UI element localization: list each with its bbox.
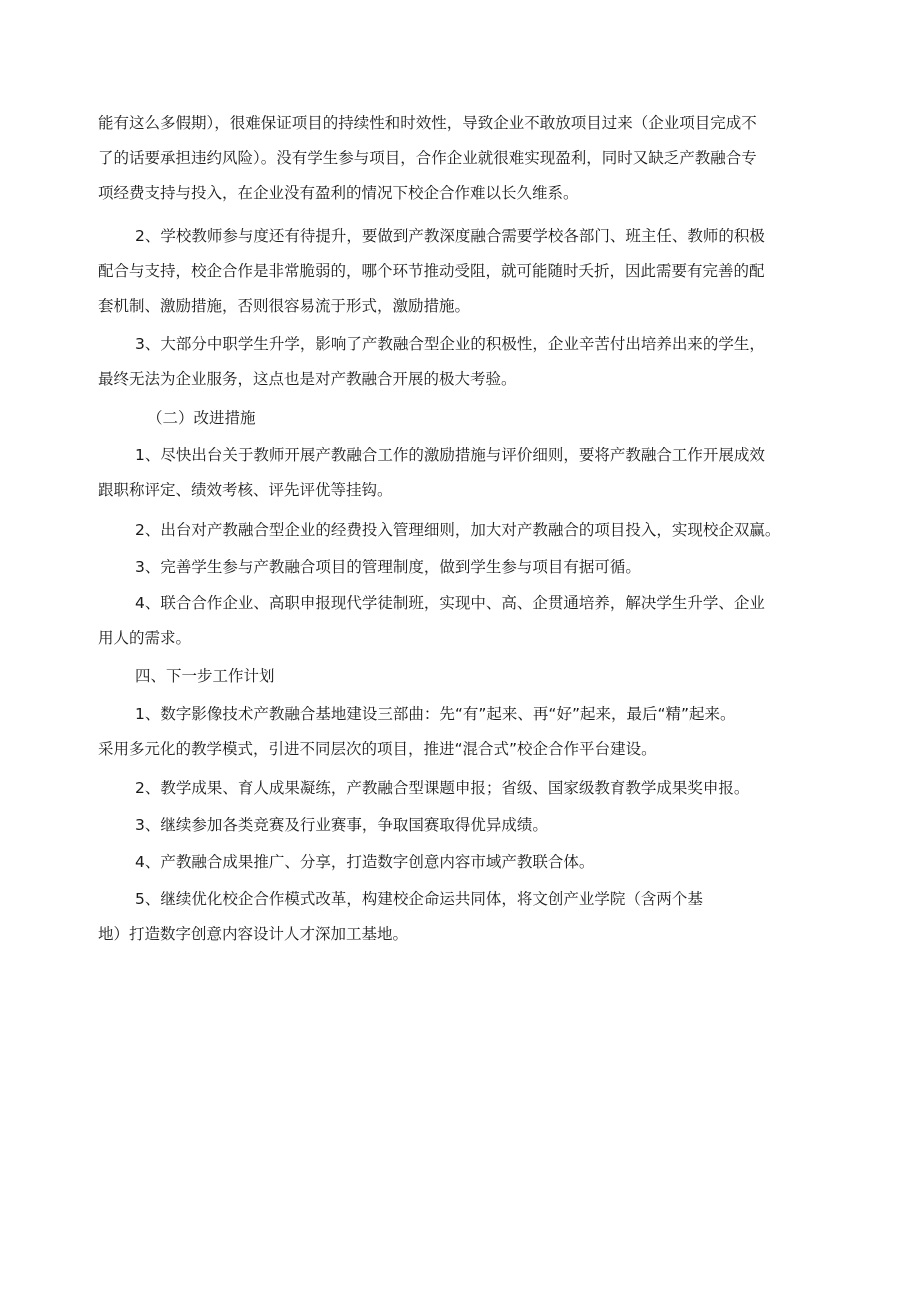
text-line: 1、数字影像技术产教融合基地建设三部曲：先“有”起来、再“好”起来，最后“精”起来。	[135, 705, 736, 723]
continuation-paragraph	[98, 106, 838, 211]
text-line: 跟职称评定、绩效考核、评先评优等挂钩。	[98, 481, 393, 499]
text-line: 套机制、激励措施，否则很容易流于形式，激励措施。	[98, 297, 471, 315]
text-line: 项经费支持与投入，在企业没有盈利的情况下校企合作难以长久维系。	[98, 184, 579, 202]
text-line: 4、联合合作企业、高职申报现代学徒制班，实现中、高、企贯通培养，解决学生升学、企业	[135, 594, 765, 612]
text-line: 1、尽快出台关于教师开展产教融合工作的激励措施与评价细则，要将产教融合工作开展成效	[135, 446, 765, 464]
text-line: 4、产教融合成果推广、分享，打造数字创意内容市域产教联合体。	[135, 853, 595, 871]
text-line: 2、学校教师参与度还有待提升，要做到产教深度融合需要学校各部门、班主任、教师的积极	[135, 227, 765, 245]
plan-item-3	[98, 808, 838, 843]
problem-paragraph-3	[98, 327, 838, 397]
text-line: 采用多元化的教学模式，引进不同层次的项目，推进“混合式”校企合作平台建设。	[98, 740, 657, 758]
text-line: 能有这么多假期），很难保证项目的持续性和时效性，导致企业不敢放项目过来（企业项目完成不	[98, 114, 757, 132]
text-line: 2、教学成果、育人成果凝练，产教融合型课题申报；省级、国家级教育教学成果奖申报。	[135, 779, 750, 797]
text-line: 最终无法为企业服务，这点也是对产教融合开展的极大考验。	[98, 370, 517, 388]
improvement-item-1	[98, 438, 838, 508]
improvement-item-4	[98, 586, 838, 656]
improvement-item-3	[98, 550, 838, 585]
text-line: 用人的需求。	[98, 629, 192, 647]
problem-paragraph-2	[98, 219, 838, 324]
text-line: 配合与支持，校企合作是非常脆弱的，哪个环节推动受阻，就可能随时夭折，因此需要有完善的配	[98, 262, 765, 280]
plan-item-1	[98, 697, 838, 767]
plan-item-5	[98, 882, 838, 952]
section-heading-improvements: （二）改进措施	[147, 409, 256, 427]
text-line: 5、继续优化校企合作模式改革，构建校企命运共同体，将文创产业学院（含两个基	[135, 890, 703, 908]
text-line: 2、出台对产教融合型企业的经费投入管理细则，加大对产教融合的项目投入，实现校企双赢。	[135, 521, 781, 539]
text-line: 3、继续参加各类竞赛及行业赛事，争取国赛取得优异成绩。	[135, 816, 548, 834]
section-heading-next-plan: 四、下一步工作计划	[135, 667, 275, 685]
plan-item-4	[98, 845, 838, 880]
text-line: 了的话要承担违约风险）。没有学生参与项目，合作企业就很难实现盈利，同时又缺乏产教融合专	[98, 149, 757, 167]
improvement-item-2	[98, 513, 838, 548]
text-line: 地）打造数字创意内容设计人才深加工基地。	[98, 925, 409, 943]
text-line: 3、大部分中职学生升学，影响了产教融合型企业的积极性，企业辛苦付出培养出来的学生，	[135, 335, 765, 353]
text-line: 3、完善学生参与产教融合项目的管理制度，做到学生参与项目有据可循。	[135, 558, 641, 576]
plan-item-2	[98, 771, 838, 806]
